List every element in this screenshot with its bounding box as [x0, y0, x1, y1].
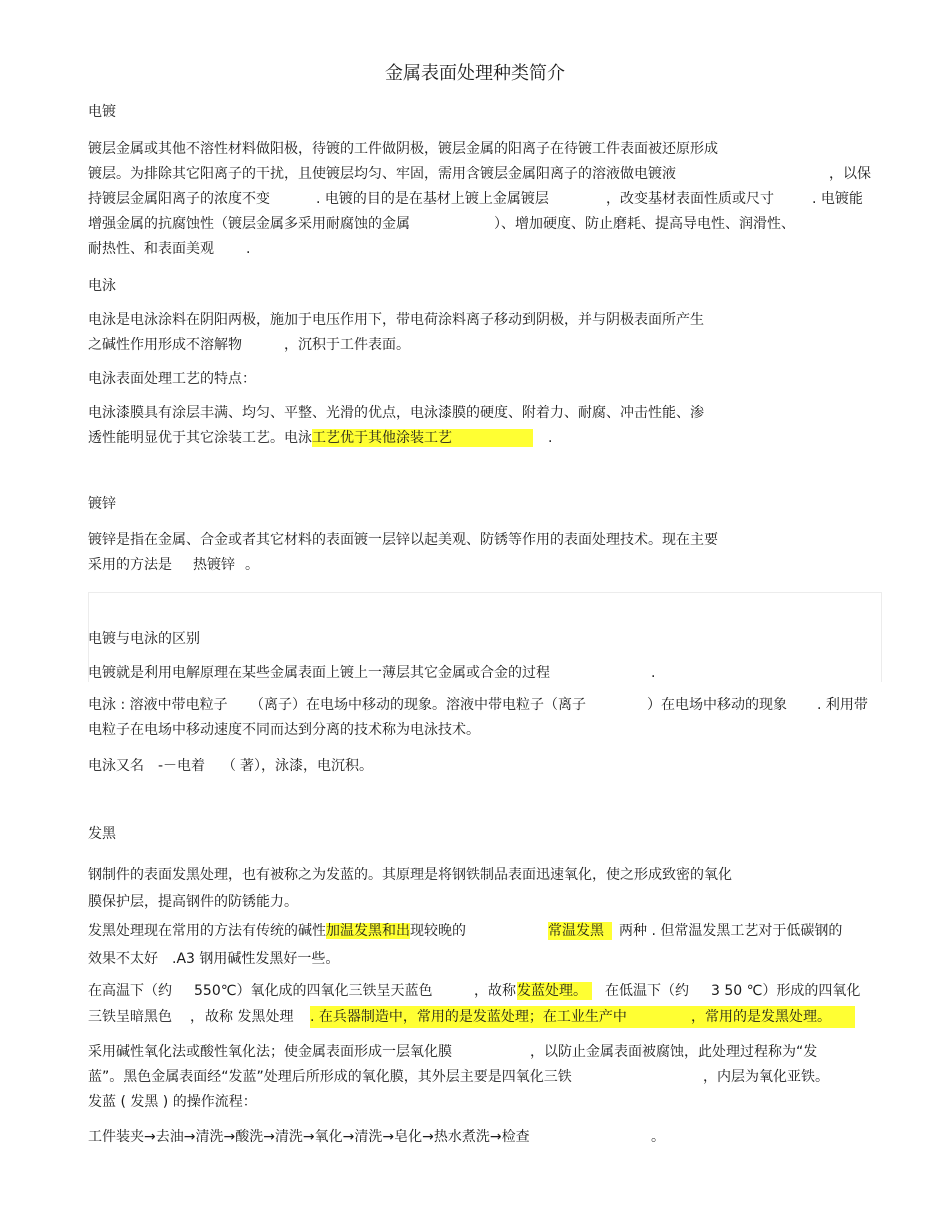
paragraph-line: 电泳又名 [88, 758, 144, 774]
paragraph-line: 效果不太好 [88, 951, 158, 967]
paragraph-fragment: . 电镀能 [812, 191, 863, 207]
paragraph-line: 发蓝 ( 发黑 ) 的操作流程： [88, 1094, 257, 1110]
paragraph-line: 镀层金属或其他不溶性材料做阳极，待镀的工件做阴极，镀层金属的阳离子在待镀工件表面被还原形成 [88, 141, 718, 157]
page-title: 金属表面处理种类简介 [385, 63, 565, 84]
highlighted-text [310, 1006, 855, 1028]
paragraph-fragment: 。 [651, 1129, 665, 1145]
paragraph-line: 采用碱性氧化法或酸性氧化法；使金属表面形成一层氧化膜 [88, 1044, 452, 1060]
paragraph-line: 电泳是电泳涂料在阴阳两极，施加于电压作用下，带电荷涂料离子移动到阴极，并与阴极表面所产生 [88, 312, 704, 328]
paragraph-line: 镀层。为排除其它阳离子的干扰，且使镀层均匀、牢固，需用含镀层金属阳离子的溶液做电镀液 [88, 166, 676, 182]
paragraph-line: 之碱性作用形成不溶解物 [88, 337, 242, 353]
text-fragment: 透性能明显优于其它涂装工艺。电泳 [88, 430, 312, 446]
paragraph-fragment: 3 50 ℃）形成的四氧化 [711, 983, 861, 999]
paragraph-fragment: . 利用带 [817, 697, 868, 713]
paragraph-line: 蓝”。黑色金属表面经“发蓝”处理后所形成的氧化膜，其外层主要是四氧化三铁 [88, 1069, 572, 1085]
paragraph-fragment: 热镀锌 [193, 557, 235, 573]
text-fragment: 发黑处理现在常用的方法有传统的碱性 [88, 923, 326, 939]
section-heading-galvanizing: 镀锌 [88, 496, 116, 512]
paragraph-fragment: ）、增加硬度、防止磨耗、提高导电性、润滑性、 [494, 216, 795, 232]
process-flow: 工件装夹→去油→清洗→酸洗→清洗→氧化→清洗→皂化→热水煮洗→检查 [88, 1129, 530, 1145]
paragraph-line: 在高温下（约 [88, 983, 172, 999]
text-fragment: 现较晚的 [410, 923, 466, 939]
paragraph-line [88, 922, 466, 940]
highlighted-fragment: . 在兵器制造中，常用的是发蓝处理；在工业生产中 [310, 1009, 627, 1025]
highlighted-text: 工艺优于其他涂装工艺 [312, 430, 452, 446]
paragraph-fragment: ）在电场中移动的现象 [647, 697, 787, 713]
paragraph-fragment: . [651, 665, 656, 681]
paragraph-line [88, 429, 553, 447]
paragraph-line: 电镀就是利用电解原理在某些金属表面上镀上一薄层其它金属或合金的过程 [88, 665, 550, 681]
paragraph-fragment: （ [222, 758, 236, 774]
paragraph-line: 采用的方法是 [88, 557, 172, 573]
paragraph-fragment: 著），泳漆，电沉积。 [240, 758, 373, 774]
paragraph-line: 镀锌是指在金属、合金或者其它材料的表面镀一层锌以起美观、防锈等作用的表面处理技术。现在主要 [88, 532, 718, 548]
paragraph-line: 耐热性、和表面美观 [88, 241, 214, 257]
paragraph-fragment: ，以保 [829, 166, 871, 182]
features-heading: 电泳表面处理工艺的特点： [88, 371, 256, 387]
paragraph-fragment: ，以防止金属表面被腐蚀，此处理过程称为“发 [530, 1044, 818, 1060]
paragraph-fragment: ，内层为氧化亚铁。 [703, 1069, 829, 1085]
paragraph-fragment: 。 [245, 557, 259, 573]
highlighted-text: 发蓝处理。 [517, 982, 592, 1000]
paragraph-fragment: . [246, 241, 251, 257]
paragraph-fragment: ，故称 [474, 983, 516, 999]
highlighted-fragment: ，常用的是发黑处理。 [691, 1009, 831, 1025]
paragraph-fragment: 在低温下（约 [605, 983, 689, 999]
highlight-text [312, 429, 553, 447]
paragraph-line: 三铁呈暗黑色 [88, 1009, 172, 1025]
paragraph-line: 电粒子在电场中移动速度不同而达到分离的技术称为电泳技术。 [88, 722, 480, 738]
paragraph-fragment: 550℃）氧化成的四氧化三铁呈天蓝色 [194, 983, 433, 999]
paragraph-line: 增强金属的抗腐蚀性（镀层金属多采用耐腐蚀的金属 [88, 216, 410, 232]
paragraph-fragment: -－电着 [158, 758, 206, 774]
paragraph-fragment: . 电镀的目的是在基材上镀上金属镀层 [316, 191, 549, 207]
paragraph-fragment: 两种 . 但常温发黑工艺对于低碳钢的 [619, 923, 843, 939]
paragraph-line: 钢制件的表面发黑处理，也有被称之为发蓝的。其原理是将钢铁制品表面迅速氧化，使之形成致密的氧化 [88, 867, 732, 883]
paragraph-fragment: （离子）在电场中移动的现象。溶液中带电粒子（离子 [250, 697, 586, 713]
section-heading-blackening: 发黑 [88, 826, 116, 842]
paragraph-fragment: 故称 发黑处理 [205, 1009, 294, 1025]
paragraph-fragment: ， [190, 1009, 204, 1025]
paragraph-fragment: .A3 钢用碱性发黑好一些。 [172, 951, 340, 967]
highlighted-period: . [548, 430, 553, 446]
section-heading-electrophoresis: 电泳 [88, 278, 116, 294]
section-heading-difference: 电镀与电泳的区别 [88, 631, 200, 647]
highlighted-text: 加温发黑和出 [326, 923, 410, 939]
paragraph-line: 电泳漆膜具有涂层丰满、均匀、平整、光滑的优点，电泳漆膜的硬度、附着力、耐腐、冲击性能、渗 [88, 405, 704, 421]
section-heading-electroplating: 电镀 [88, 104, 116, 120]
paragraph-fragment: ，沉积于工件表面。 [284, 337, 410, 353]
highlighted-text: 常温发黑 [548, 922, 612, 940]
paragraph-line: 持镀层金属阳离子的浓度不变 [88, 191, 270, 207]
paragraph-line: 电泳 : 溶液中带电粒子 [88, 697, 228, 713]
paragraph-fragment: ，改变基材表面性质或尺寸 [606, 191, 774, 207]
paragraph-line: 膜保护层，提高钢件的防锈能力。 [88, 894, 298, 910]
